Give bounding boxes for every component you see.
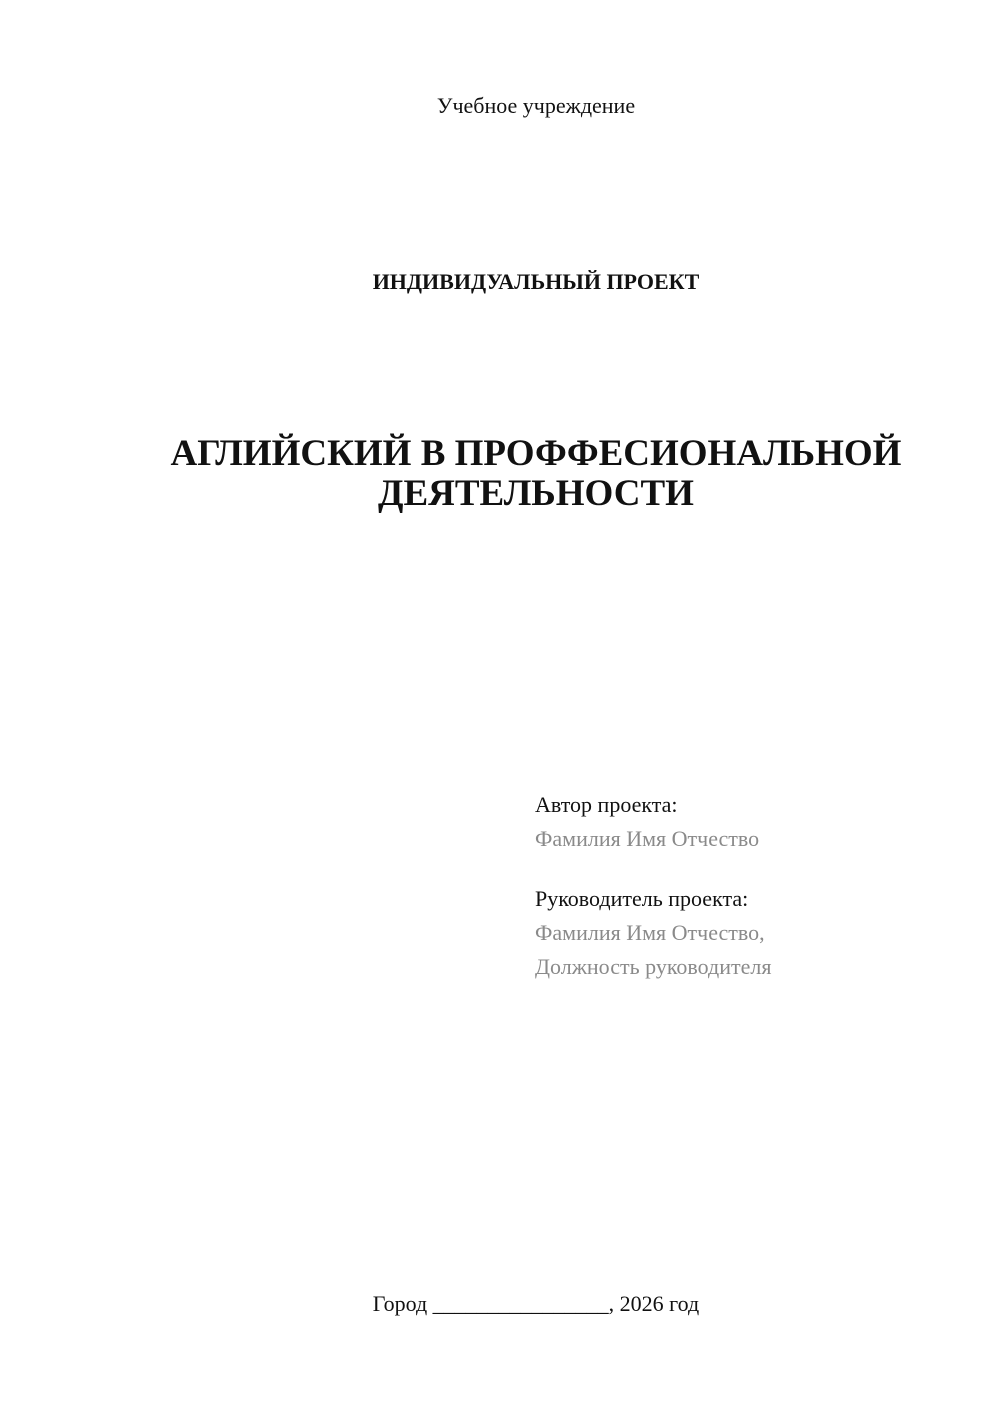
supervisor-name: Фамилия Имя Отчество, (535, 920, 765, 945)
supervisor-position: Должность руководителя (535, 954, 772, 979)
project-title-line-2: ДЕЯТЕЛЬНОСТИ (378, 473, 694, 514)
project-title (0, 434, 1000, 514)
supervisor-label: Руководитель проекта: (535, 886, 749, 911)
document-type: ИНДИВИДУАЛЬНЫЙ ПРОЕКТ (372, 269, 700, 294)
credits-block (535, 788, 975, 984)
city-year-line: Город ________________, 2026 год (372, 1291, 700, 1316)
author-name: Фамилия Имя Отчество (535, 826, 760, 851)
credits-spacer (535, 856, 975, 882)
institution-name: Учебное учреждение (436, 93, 636, 118)
project-title-line-1: АГЛИЙСКИЙ В ПРОФФЕСИОНАЛЬНОЙ (170, 433, 902, 474)
author-label: Автор проекта: (535, 792, 678, 817)
